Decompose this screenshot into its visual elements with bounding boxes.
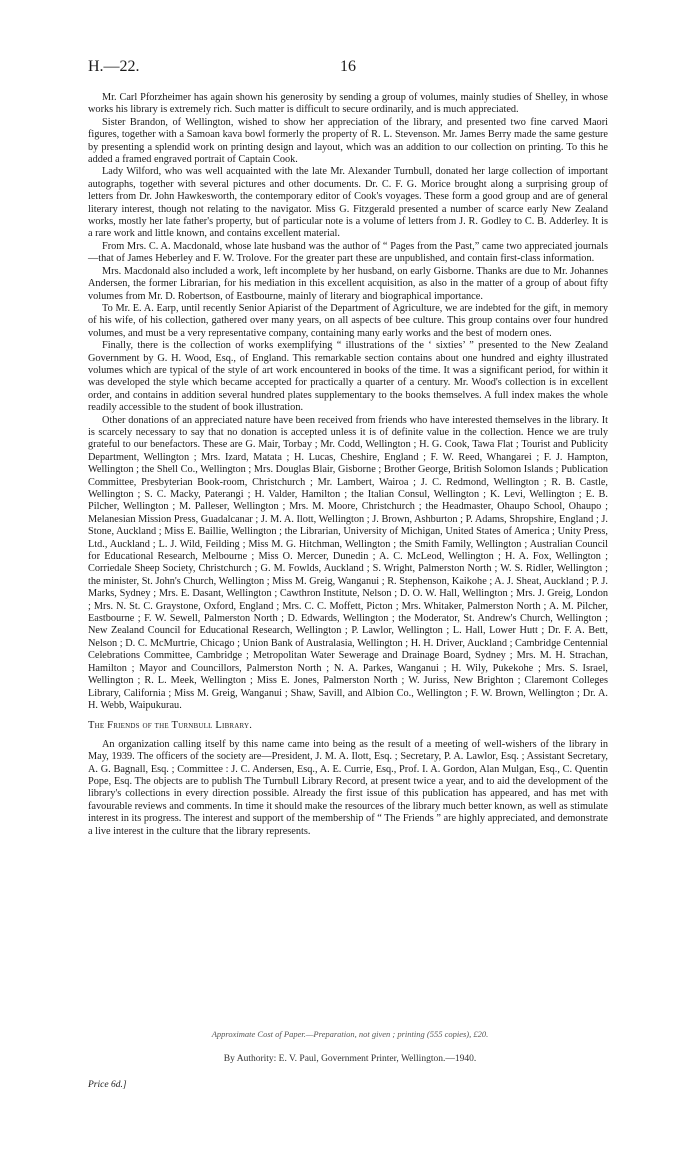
section-heading: The Friends of the Turnbull Library. bbox=[88, 720, 253, 732]
cost-note: Approximate Cost of Paper.—Preparation, not given ; printing (555 copies), £20. bbox=[211, 1029, 489, 1039]
page-header bbox=[88, 58, 608, 80]
paragraph: Lady Wilford, who was well acquainted with the late Mr. Alexander Turnbull, donated her large collection of important autographs, together with several pictures and other documents. Dr. C. F. G. Morice brought along a surprising group of letters from Dr. John Hawkesworth, the contemporary editor of Cook's voyages. These form a good group and are of general literary interest, though not relating to the navigator. Miss G. Fitzgerald presented a number of scarce early New Zealand works, mostly her late father's property, but of particular note is a volume of letters from J. R. Godley to C. B. Adderley. It is a rare work and little known, and contains excellent material. bbox=[88, 166, 608, 240]
paragraph: Finally, there is the collection of works exemplifying “ illustrations of the ‘ sixties’ ” presented to the New Zealand Government by G. H. Wood, Esq., of England. This remarkable section contains about one hundred and eighty illustrated volumes which are typical of the style of art work encountered in books of the time. It was a significant period, for within it was developed the style which became accepted for practically a quarter of a century. Mr. Wood's collection is in excellent order, and contains in addition several hundred plates supplementary to the books themselves. A full index makes the whole readily accessible to the student of book illustration. bbox=[88, 340, 608, 414]
page-number: 16 bbox=[340, 58, 356, 75]
price-label: Price 6d.] bbox=[88, 1080, 127, 1090]
paragraph: Mrs. Macdonald also included a work, left incomplete by her husband, on early Gisborne. Thanks are due to Mr. Johannes Andersen, the former Librarian, for his mediation in this excellent acquisition, as also in the matter of a group of about fifty volumes from Mr. D. Robertson, of Eastbourne, mainly of literary and biographical importance. bbox=[88, 265, 608, 302]
paragraph: Mr. Carl Pforzheimer has again shown his generosity by sending a group of volumes, mainly studies of Shelley, in whose works his library is extremely rich. Such matter is difficult to secure ordinarily, and is much appreciated. bbox=[88, 92, 608, 116]
body-text bbox=[88, 92, 608, 838]
printer-authority: By Authority: E. V. Paul, Government Printer, Wellington.—1940. bbox=[223, 1054, 477, 1064]
paragraph: An organization calling itself by this name came into being as the result of a meeting of well-wishers of the library in May, 1939. The officers of the society are—President, J. M. A. Ilott, Esq. ; Secretary, P. A. Lawlor, Esq. ; Assistant Secretary, A. G. Bagnall, Esq. ; Committee : J. C. Andersen, Esq., A. E. Currie, Esq., Prof. I. A. Gordon, Alan Mulgan, Esq., C. Quentin Pope, Esq. The objects are to publish The Turnbull Library Record, at present twice a year, and to aid the development of the library's collections in every direction possible. Already the first issue of this publication has appeared, and has met with favourable reviews and comments. In time it should make the resources of the library much better known, as well as stimulate interest in its progress. The interest and support of the membership of “ The Friends ” are highly appreciated, and demonstrate a live interest in the culture that the library represents. bbox=[88, 738, 608, 837]
document-reference: H.—22. bbox=[88, 58, 140, 75]
paragraph: Other donations of an appreciated nature have been received from friends who have interested themselves in the library. It is scarcely necessary to say that no donation is accepted unless it is of definite value in the collection. Hence we are truly grateful to our benefactors. These are G. Mair, Torbay ; Mr. Codd, Wellington ; H. G. Cook, Tawa Flat ; Tourist and Publicity Department, Wellington ; Mrs. Izard, Matata ; H. Lucas, Cheshire, England ; F. W. Reed, Whangarei ; F. J. Hampton, Wellington ; the Shell Co., Wellington ; Mrs. Douglas Blair, Gisborne ; Brother George, British Solomon Islands ; Publication Committee, Presbyterian Book-room, Christchurch ; Mr. Lambert, Wairoa ; J. C. Redmond, Wellington ; R. B. Castle, Wellington ; S. C. Macky, Paterangi ; H. Valder, Hamilton ; the Italian Consul, Wellington ; K. Levi, Wellington ; E. B. Pilcher, Wellington ; M. Palleser, Wellington ; Mrs. M. Moore, Christchurch ; the Headmaster, Ohaupo School, Ohaupo ; Melanesian Mission Press, Guadalcanar ; J. M. A. Ilott, Wellington ; J. Brown, Ashburton ; P. Adams, Shropshire, England ; J. Stone, Auckland ; Miss E. Baillie, Wellington ; the Librarian, University of Michigan, United States of America ; Unity Press, Ltd., Auckland ; L. J. Wild, Feilding ; Miss M. G. Hitchman, Wellington ; the Smith Family, Wellington ; Australian Council for Educational Research, Melbourne ; Miss O. Mercer, Dunedin ; A. C. McLeod, Wellington ; H. A. Fox, Wellington ; Corriedale Sheep Society, Christchurch ; G. M. Fowlds, Auckland ; S. Wright, Palmerston North ; W. S. Ridler, Wellington ; the minister, St. John's Church, Wellington ; Miss M. Greig, Wanganui ; R. Stephenson, Kaikohe ; A. J. Sheat, Auckland ; P. J. Marks, Sydney ; Mrs. E. Dasant, Wellington ; Cawthron Institute, Nelson ; D. O. W. Hall, Wellington ; Mrs. J. Greig, London ; Mrs. N. St. C. Graystone, Oxford, England ; Mrs. C. C. Moffett, Picton ; Mrs. Whitaker, Palmerston North ; A. M. Pilcher, Eastbourne ; F. W. Sewell, Palmerston North ; D. Edwards, Wellington ; the Moderator, St. Andrew's Church, Wellington ; New Zealand Council for Educational Research, Wellington ; P. Lawlor, Wellington ; L. Hall, Lower Hutt ; Dr. F. A. Bett, Nelson ; D. C. McMurtrie, Chicago ; Union Bank of Australasia, Wellington ; H. H. Driver, Auckland ; Cambridge Centennial Celebrations Committee, Cambridge ; Metropolitan Water Sewerage and Drainage Board, Sydney ; Mrs. M. H. Strachan, Hamilton ; Mayor and Councillors, Palmerston North ; N. A. Parkes, Wanganui ; H. Wily, Pukekohe ; Mrs. S. Israel, Wellington ; R. L. Meek, Wellington ; Miss E. Jones, Palmerston North ; W. Juriss, New Brighton ; Claremont Colleges Library, California ; Miss M. Greig, Wanganui ; Shaw, Savill, and Albion Co., Wellington ; F. W. Brown, Wellington ; Dr. A. H. Webb, Waipukurau. bbox=[88, 414, 608, 711]
paragraph: To Mr. E. A. Earp, until recently Senior Apiarist of the Department of Agriculture, we are indebted for the gift, in memory of his wife, of his collection, gathered over many years, on all aspects of bee culture. This group contains over four hundred volumes, and must be a very representative company, containing many early works and the best of modern ones. bbox=[88, 302, 608, 339]
paragraph: From Mrs. C. A. Macdonald, whose late husband was the author of “ Pages from the Past,” came two appreciated journals—that of James Heberley and F. W. Trolove. For the greater part these are unpublished, and contain first-class information. bbox=[88, 240, 608, 265]
paragraph: Sister Brandon, of Wellington, wished to show her appreciation of the library, and presented two fine carved Maori figures, together with a Samoan kava bowl formerly the property of R. L. Stevenson. Mr. James Berry made the same gesture by presenting a splendid work on printing design and layout, which was an addition to our collection on printing. To this he added a framed engraved portrait of Captain Cook. bbox=[88, 116, 608, 166]
